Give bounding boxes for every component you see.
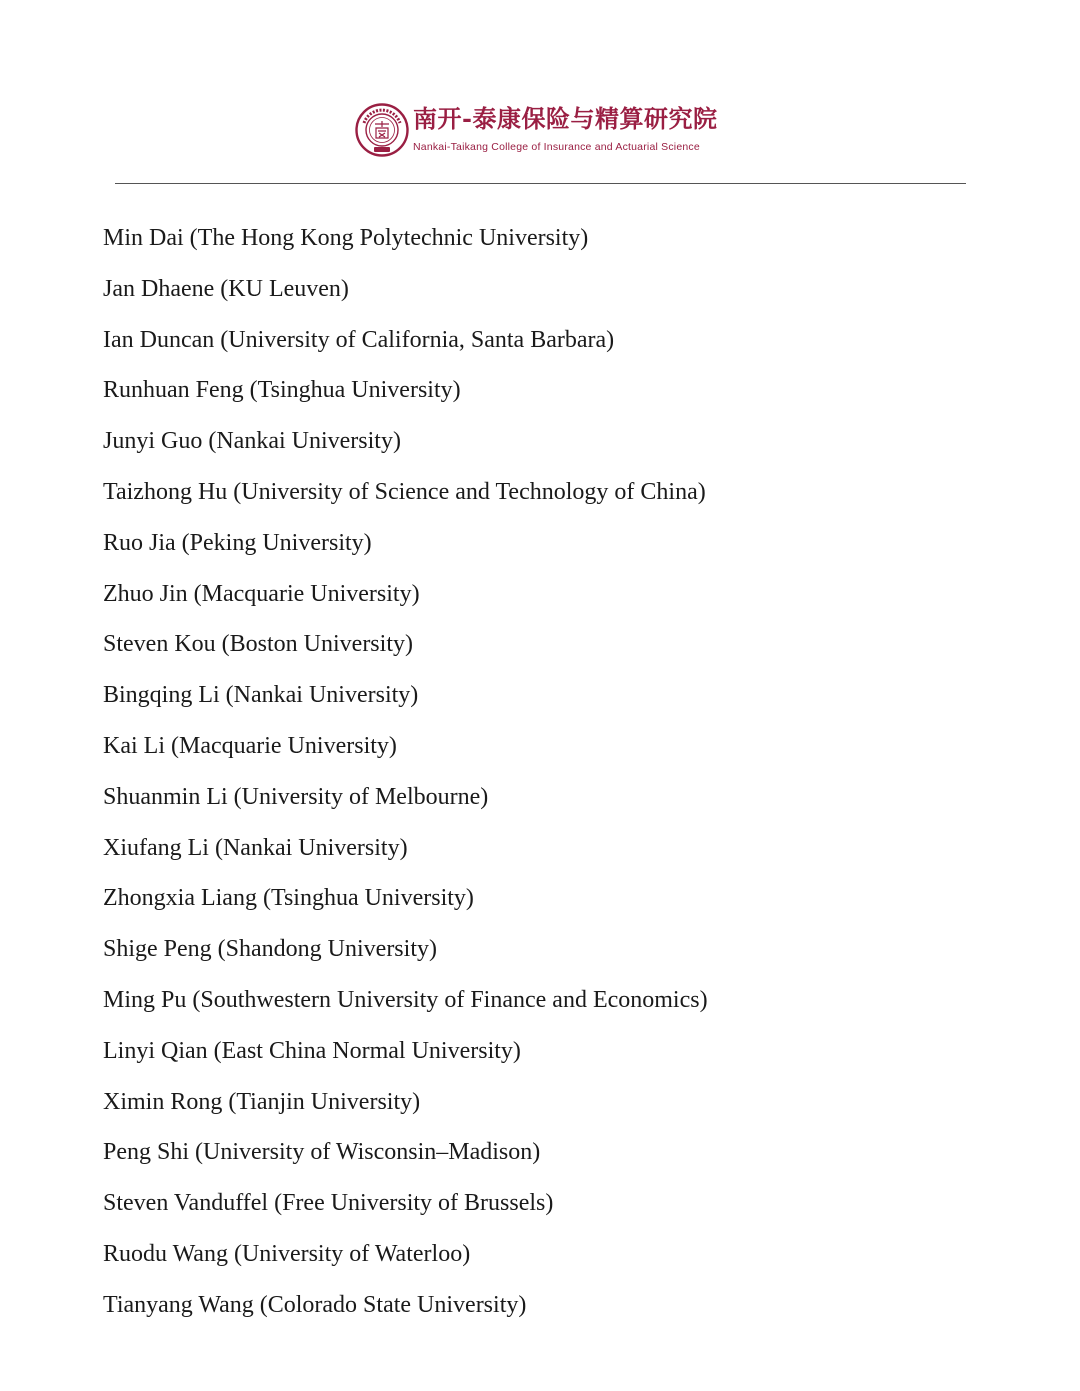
list-item: Bingqing Li (Nankai University) [103,682,419,709]
header-divider [115,183,966,184]
list-item: Steven Vanduffel (Free University of Brussels) [103,1190,554,1217]
list-item: Shuanmin Li (University of Melbourne) [103,783,489,810]
college-name-chinese: 南开-泰康保险与精算研究院 [413,104,718,133]
list-item: Min Dai (The Hong Kong Polytechnic University) [103,225,589,251]
list-item: Linyi Qian (East China Normal University) [103,1037,521,1064]
list-item: Runhuan Feng (Tsinghua University) [103,377,461,404]
list-item: Ian Duncan (University of California, Santa Barbara) [103,326,615,353]
list-item: Ruodu Wang (University of Waterloo) [103,1240,471,1267]
list-item: Taizhong Hu (University of Science and Technology of China) [103,478,706,505]
list-item: Xiufang Li (Nankai University) [103,834,408,861]
list-item: Zhongxia Liang (Tsinghua University) [103,885,474,912]
list-item: Tianyang Wang (Colorado State University) [103,1291,527,1318]
list-item: Kai Li (Macquarie University) [103,732,397,759]
list-item: Zhuo Jin (Macquarie University) [103,580,420,607]
college-name-english: Nankai-Taikang College of Insurance and Actuarial Science [413,141,700,153]
list-item: Ming Pu (Southwestern University of Finance and Economics) [103,986,708,1013]
page-header [355,100,735,160]
list-item: Ruo Jia (Peking University) [103,529,372,556]
list-item: Jan Dhaene (KU Leuven) [103,275,349,302]
member-list [103,220,708,1338]
list-item: Peng Shi (University of Wisconsin–Madison) [103,1139,541,1166]
list-item: Ximin Rong (Tianjin University) [103,1088,421,1115]
list-item: Shige Peng (Shandong University) [103,936,437,963]
university-seal-logo [355,103,409,157]
list-item: Steven Kou (Boston University) [103,631,413,658]
list-item: Junyi Guo (Nankai University) [103,428,401,455]
